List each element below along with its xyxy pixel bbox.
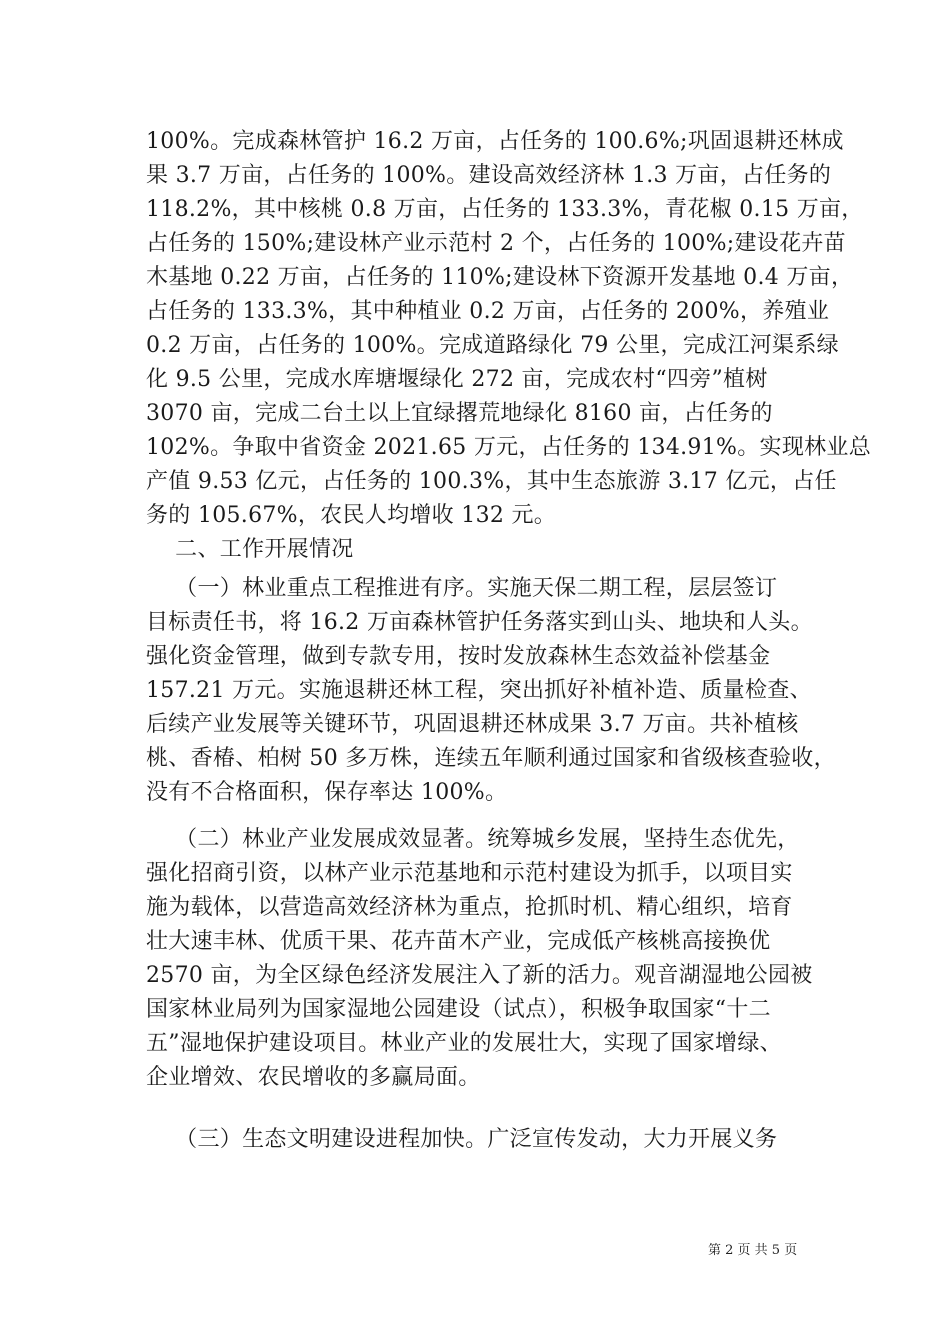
body-text-line: 100%。完成森林管护 16.2 万亩，占任务的 100.6%;巩固退耕还林成: [146, 129, 844, 154]
body-text-line: 102%。争取中省资金 2021.65 万元，占任务的 134.91%。实现林业总: [146, 435, 872, 460]
paragraph-heading-line: （三）生态文明建设进程加快。广泛宣传发动，大力开展义务: [146, 1127, 778, 1152]
body-text-line: 强化资金管理，做到专款专用，按时发放森林生态效益补偿基金: [146, 644, 771, 669]
body-text-line: 化 9.5 公里，完成水库塘堰绿化 272 亩，完成农村“四旁”植树: [146, 367, 768, 392]
body-text-line: 果 3.7 万亩，占任务的 100%。建设高效经济林 1.3 万亩，占任务的: [146, 163, 832, 188]
body-text-line: 157.21 万元。实施退耕还林工程，突出抓好补植补造、质量检查、: [146, 678, 812, 703]
body-text-line: 企业增效、农民增收的多赢局面。: [146, 1065, 481, 1090]
paragraph-heading-line: （二）林业产业发展成效显著。统筹城乡发展，坚持生态优先，: [146, 827, 800, 852]
body-text-line: 木基地 0.22 万亩，占任务的 110%;建设林下资源开发基地 0.4 万亩，: [146, 265, 854, 290]
body-text-line: 2570 亩，为全区绿色经济发展注入了新的活力。观音湖湿地公园被: [146, 963, 813, 988]
body-text-line: 五”湿地保护建设项目。林业产业的发展壮大，实现了国家增绿、: [146, 1031, 782, 1056]
body-text-line: 施为载体，以营造高效经济林为重点，抢抓时机、精心组织，培育: [146, 895, 793, 920]
body-text-line: 0.2 万亩，占任务的 100%。完成道路绿化 79 公里，完成江河渠系绿: [146, 333, 839, 358]
body-text-line: 目标责任书，将 16.2 万亩森林管护任务落实到山头、地块和人头。: [146, 610, 813, 635]
body-text-line: 3070 亩，完成二台土以上宜绿撂荒地绿化 8160 亩，占任务的: [146, 401, 773, 426]
body-text-line: 务的 105.67%，农民人均增收 132 元。: [146, 503, 557, 528]
body-text-line: 桃、香椿、柏树 50 多万株，连续五年顺利通过国家和省级核查验收，: [146, 746, 836, 771]
body-text-line: 产值 9.53 亿元，占任务的 100.3%，其中生态旅游 3.17 亿元，占任: [146, 469, 837, 494]
body-text-line: 118.2%，其中核桃 0.8 万亩，占任务的 133.3%，青花椒 0.15 万亩，: [146, 197, 864, 222]
paragraph-heading-line: （一）林业重点工程推进有序。实施天保二期工程，层层签订: [146, 576, 778, 601]
body-text-line: 没有不合格面积，保存率达 100%。: [146, 780, 508, 805]
body-text-line: 壮大速丰林、优质干果、花卉苗木产业，完成低产核桃高接换优: [146, 929, 771, 954]
body-text-line: 国家林业局列为国家湿地公园建设（试点），积极争取国家“十二: [146, 997, 771, 1022]
body-text-line: 占任务的 150%;建设林产业示范村 2 个，占任务的 100%;建设花卉苗: [146, 231, 846, 256]
body-text-line: 后续产业发展等关键环节，巩固退耕还林成果 3.7 万亩。共补植核: [146, 712, 799, 737]
body-text-line: 占任务的 133.3%，其中种植业 0.2 万亩，占任务的 200%，养殖业: [146, 299, 830, 324]
body-text-line: 强化招商引资，以林产业示范基地和示范村建设为抓手，以项目实: [146, 861, 793, 886]
section-heading: 二、工作开展情况: [146, 537, 354, 562]
page-number-footer: 第 2 页 共 5 页: [708, 1243, 798, 1258]
